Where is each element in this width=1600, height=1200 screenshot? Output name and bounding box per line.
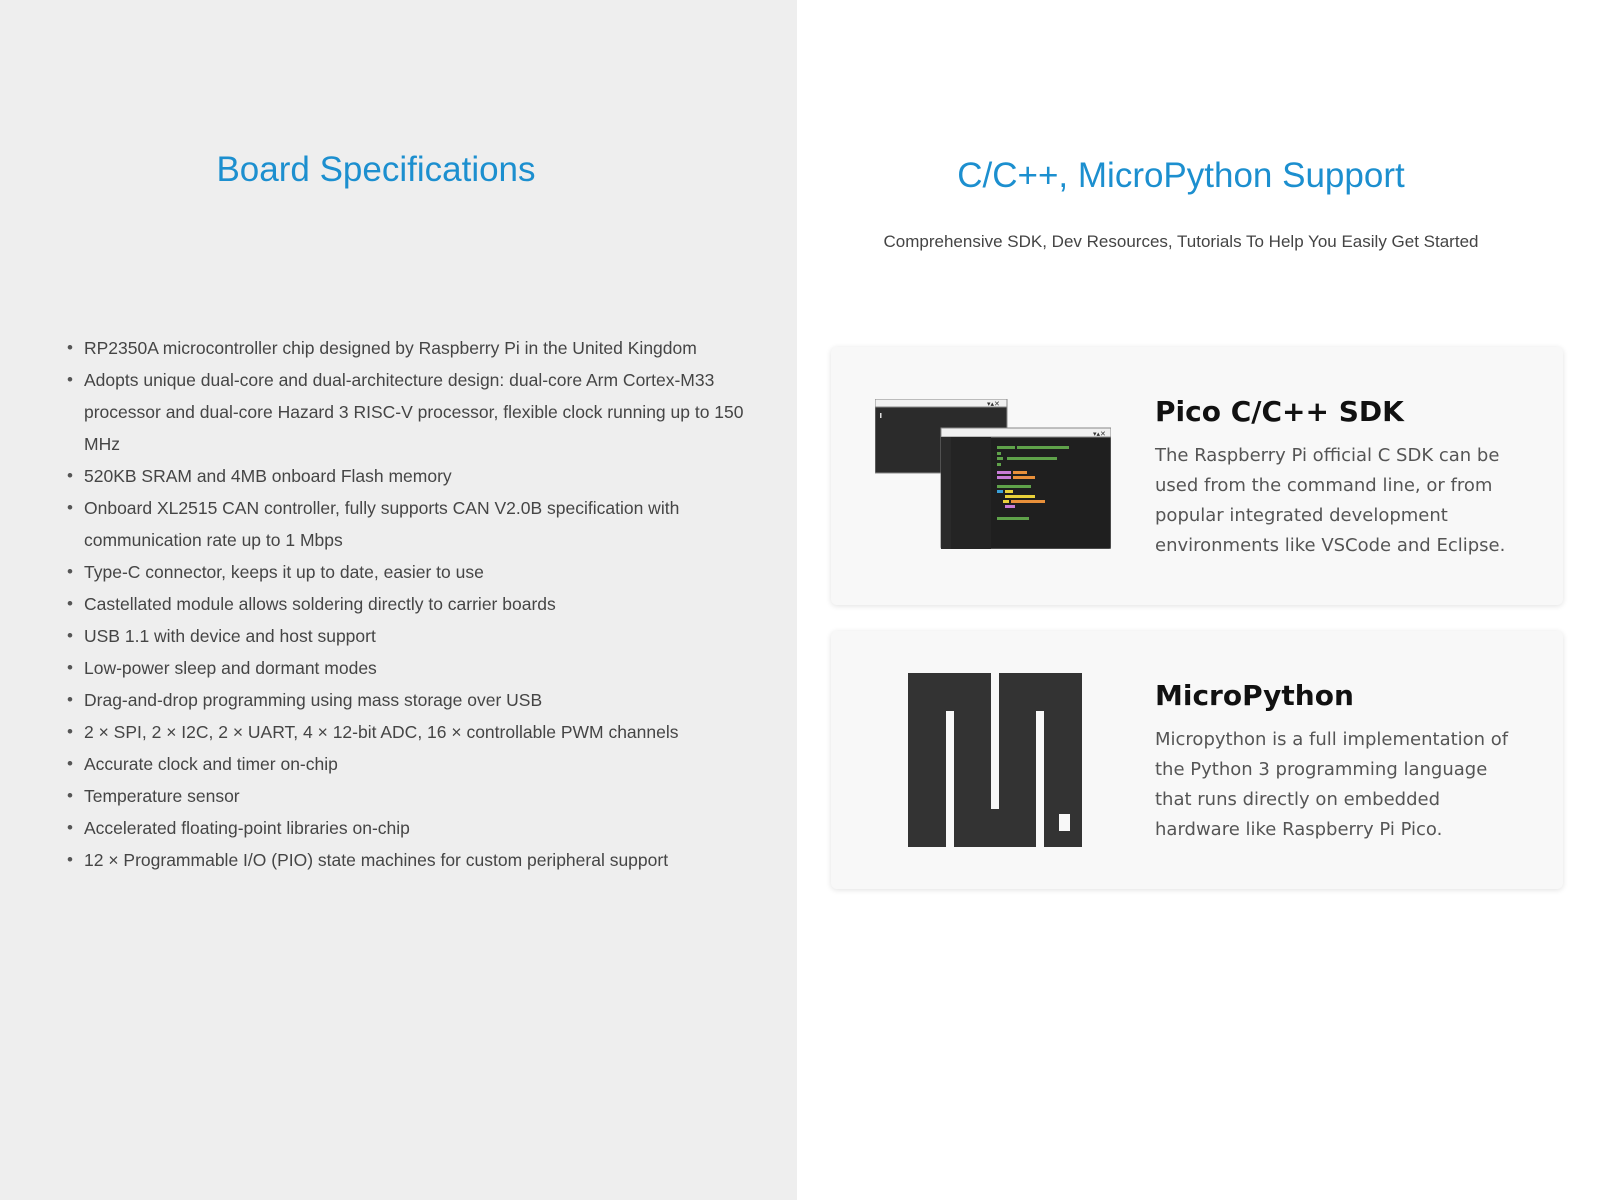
spec-item: • Accelerated floating-point libraries on-chip bbox=[64, 812, 754, 844]
pico-sdk-description: The Raspberry Pi official C SDK can be used from the command line, or from popular integrated development environments like VSCode and Eclipse. bbox=[1155, 445, 1506, 556]
spec-list bbox=[64, 332, 754, 876]
bullet-icon: • bbox=[67, 754, 73, 773]
micropython-card bbox=[831, 631, 1563, 889]
spec-item: • RP2350A microcontroller chip designed by Raspberry Pi in the United Kingdom bbox=[64, 332, 754, 364]
language-support-title: C/C++, MicroPython Support bbox=[957, 156, 1405, 195]
language-support-panel bbox=[797, 0, 1600, 1200]
bullet-icon: • bbox=[67, 594, 73, 613]
bullet-icon: • bbox=[67, 498, 73, 517]
spec-item: • USB 1.1 with device and host support bbox=[64, 620, 754, 652]
spec-item: • Accurate clock and timer on-chip bbox=[64, 748, 754, 780]
bullet-icon: • bbox=[67, 722, 73, 741]
spec-item: • 520KB SRAM and 4MB onboard Flash memory bbox=[64, 460, 754, 492]
bullet-icon: • bbox=[67, 690, 73, 709]
board-specifications-panel bbox=[0, 0, 797, 1200]
board-specifications-title: Board Specifications bbox=[216, 150, 536, 189]
spec-item: • Castellated module allows soldering directly to carrier boards bbox=[64, 588, 754, 620]
spec-item: • Low-power sleep and dormant modes bbox=[64, 652, 754, 684]
micropython-title: MicroPython bbox=[1155, 679, 1354, 712]
bullet-icon: • bbox=[67, 466, 73, 485]
bullet-icon: • bbox=[67, 338, 73, 357]
pico-sdk-title: Pico C/C++ SDK bbox=[1155, 395, 1404, 428]
micropython-logo bbox=[908, 673, 1082, 847]
spec-item: • 12 × Programmable I/O (PIO) state machines for custom peripheral support bbox=[64, 844, 754, 876]
spec-item: • Type-C connector, keeps it up to date, easier to use bbox=[64, 556, 754, 588]
bullet-icon: • bbox=[67, 626, 73, 645]
spec-item: • Drag-and-drop programming using mass storage over USB bbox=[64, 684, 754, 716]
spec-item: • 2 × SPI, 2 × I2C, 2 × UART, 4 × 12-bit ADC, 16 × controllable PWM channels bbox=[64, 716, 754, 748]
bullet-icon: • bbox=[67, 818, 73, 837]
pico-sdk-card bbox=[831, 347, 1563, 605]
bullet-icon: • bbox=[67, 850, 73, 869]
spec-item: • Temperature sensor bbox=[64, 780, 754, 812]
bullet-icon: • bbox=[67, 786, 73, 805]
bullet-icon: • bbox=[67, 562, 73, 581]
bullet-icon: • bbox=[67, 658, 73, 677]
svg-text:▾▴✕: ▾▴✕ bbox=[987, 400, 1000, 408]
terminal-windows-icon bbox=[875, 399, 1111, 549]
language-support-subtitle: Comprehensive SDK, Dev Resources, Tutorials To Help You Easily Get Started bbox=[883, 232, 1479, 251]
micropython-description: Micropython is a full implementation of the Python 3 programming language that runs directly on embedded hardware like Raspberry Pi Pico. bbox=[1155, 729, 1509, 840]
spec-item: • Onboard XL2515 CAN controller, fully supports CAN V2.0B specification with communication rate up to 1 Mbps bbox=[64, 492, 754, 556]
svg-text:▾▴✕: ▾▴✕ bbox=[1093, 430, 1106, 438]
spec-item: • Adopts unique dual-core and dual-architecture design: dual-core Arm Cortex-M33 processor and dual-core Hazard 3 RISC-V processor, flexible clock running up to 150 MHz bbox=[64, 364, 754, 460]
bullet-icon: • bbox=[67, 370, 73, 389]
